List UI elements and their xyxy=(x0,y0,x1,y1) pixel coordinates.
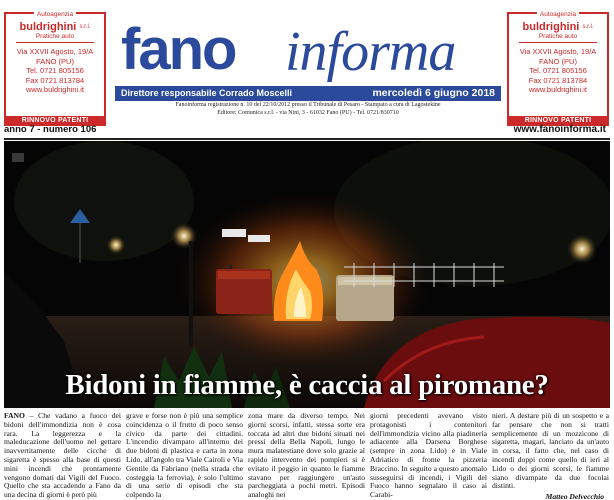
publisher-line: Editore: Comunica s.r.l. - via Nini, 3 - 61032 Fano (PU) - Tel. 0721/830710 xyxy=(217,109,399,116)
registration-line: Fanoinforma registrazione n. 10 del 22/10/2012 presso il Tribunale di Pesaro - Stampato a cura di Lagostekine xyxy=(175,102,441,108)
article-headline[interactable]: Bidoni in fiamme, è caccia al piromane? xyxy=(65,369,549,401)
article-column-5: nieri. A destare più di un sospetto e a far pensare che non si tratti semplicemente di un mozzicone di sigaretta, magari, lanciato da un'auto in corsa, il fatto che, nel caso di incendi doppi come quello di ieri al Lido o dei giorni scorsi, le fiamme siano divampate da due focolai distinti. xyxy=(492,412,609,490)
ad-web[interactable]: www.buldrighini.it xyxy=(26,85,84,95)
night-fire-scene xyxy=(4,141,610,408)
ad-subtitle: Pratiche auto xyxy=(519,33,597,43)
ad-fax: Fax 0721 813784 xyxy=(25,75,85,85)
article-column-1: FANO – Che vadano a fuoco dei bidoni dell'immondizia non è cosa rara. La leggerezza e la maleducazione dell'uomo nel gettare inavvertitamente delle cicche di sigaretta è spesso alla base di questi mini incendi che prontamente vengono domati dai Vigili del Fuoco. Quello che sta accadendo a Fano da una decina di giorni è però più xyxy=(4,412,121,500)
ad-banner: RINNOVO PATENTI xyxy=(4,116,106,126)
author-signature: Matteo Delvecchio xyxy=(545,492,604,500)
issue-number: anno 7 - numero 106 xyxy=(4,124,97,135)
director-credit: Direttore responsabile Corrado Moscelli xyxy=(121,88,293,98)
issue-date: mercoledì 6 giugno 2018 xyxy=(372,87,495,99)
ad-tel: Tel. 0721 805156 xyxy=(26,66,84,76)
article-column-3: zona mare da diverso tempo. Nei giorni scorsi, infatti, stessa sorte era toccata ad altri due bidoni situati nei pressi della Bella Napoli, lungo le mura malatestiane dove solo grazie al rapido intervento dei pompieri si è evitato il peggio in quanto le fiamme stavano per raggiungere un'auto parcheggiata a pochi metri. Episodi analoghi nei xyxy=(248,412,365,500)
ad-address: Via XXVII Agosto, 19/A xyxy=(16,47,94,57)
ad-subtitle: Pratiche auto xyxy=(16,33,94,43)
article-column-4: giorni precedenti avevano visto protagonisti i contenitori dell'immondizia vicino alla piadineria adiacente alla Darsena Borghese (sempre in zona Lido) e in Viale Adriatico di fronte la pizzeria Braccino. In seguito a questo anomalo susseguirsi di incendi, i Vigili del Fuoco hanno segnalato il caso ai Carabi- xyxy=(370,412,487,500)
article-column-2: grave e forse non è più una semplice coincidenza o il frutto di poco senso civico da parte dei cittadini. L'incendio divampato all'interno dei due bidoni di plastica e carta in zona Lido, all'angolo tra Viale Cairoli e Via Gentile da Fabriano (nella strada che costeggia la ferrovia), è solo l'ultimo di una serie di episodi che sta colpendo la xyxy=(126,412,243,500)
ad-brand: buldrighini s.r.l. xyxy=(19,21,91,33)
masthead-logo[interactable] xyxy=(115,14,501,84)
logo-word-fano: fano xyxy=(121,17,236,82)
ad-address: Via XXVII Agosto, 19/A xyxy=(519,47,597,57)
ad-right[interactable] xyxy=(507,11,609,124)
ad-tag: Autoagenzia xyxy=(34,11,76,18)
ad-tel: Tel. 0721 805156 xyxy=(529,66,587,76)
logo-word-informa: informa xyxy=(285,21,456,83)
divider xyxy=(4,138,610,140)
ad-tag: Autoagenzia xyxy=(537,11,579,18)
registration-info xyxy=(115,102,501,117)
dateline: FANO xyxy=(4,412,25,420)
ad-brand: buldrighini s.r.l. xyxy=(522,21,594,33)
ad-city: FANO (PU) xyxy=(36,56,74,66)
ad-left[interactable] xyxy=(4,11,106,124)
website-link[interactable]: www.fanoinforma.it xyxy=(513,124,606,135)
ad-web[interactable]: www.buldrighini.it xyxy=(529,85,587,95)
ad-city: FANO (PU) xyxy=(539,56,577,66)
article-body xyxy=(4,412,610,500)
ad-fax: Fax 0721 813784 xyxy=(528,75,588,85)
masthead-bar xyxy=(115,86,501,101)
news-photo xyxy=(4,141,610,408)
ad-banner: RINNOVO PATENTI xyxy=(507,116,609,126)
